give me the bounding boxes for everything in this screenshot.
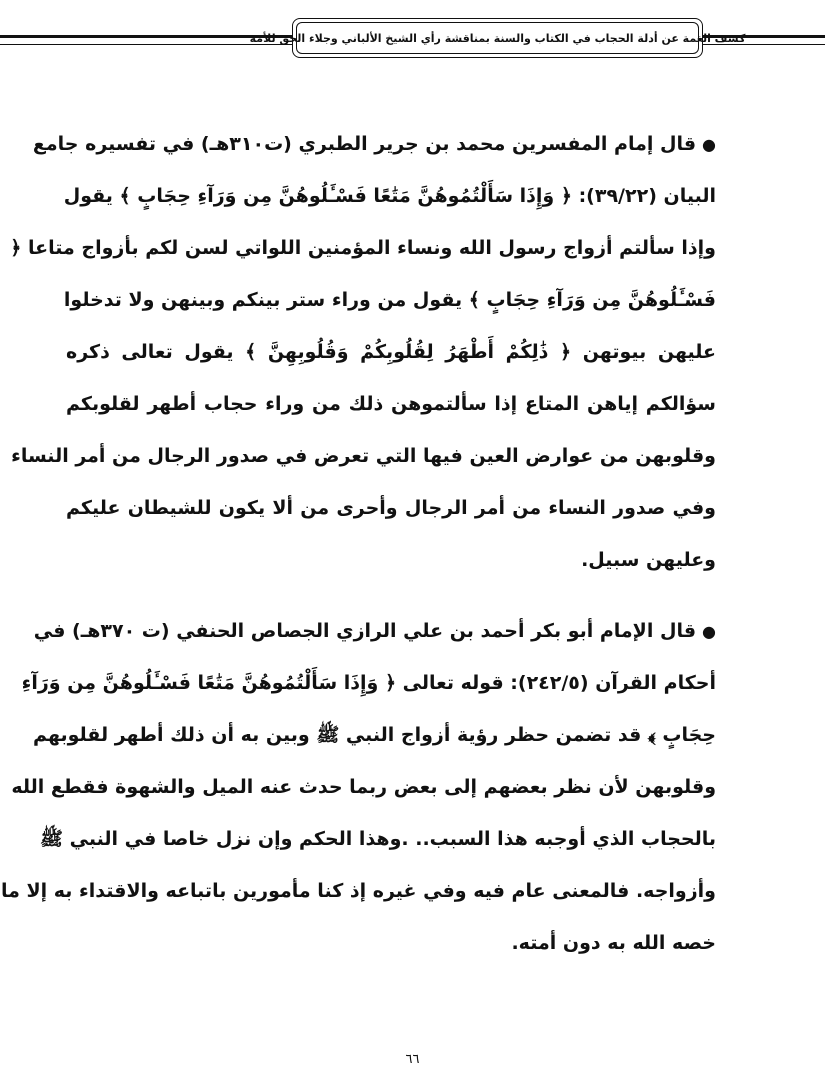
text-line: وفي صدور النساء من أمر الرجال وأحرى من ألا يكون للشيطان عليكم	[66, 497, 716, 519]
text-line: عليهن بيوتهن ﴿ ذَٰلِكُمْ أَطْهَرُ لِقُلُوبِكُمْ وَقُلُوبِهِنَّ ﴾ يقول تعالى ذكره	[66, 341, 716, 363]
text-line: وأزواجه. فالمعنى عام فيه وفي غيره إذ كنا مأمورين باتباعه والاقتداء به إلا ما	[1, 880, 716, 902]
text-line: أحكام القرآن (٢٤٢/٥): قوله تعالى ﴿ وَإِذَا سَأَلْتُمُوهُنَّ مَتَٰعًا فَسْـَٔلُوهُنَّ مِن وَرَآءِ	[21, 672, 716, 694]
text-line: ●قال إمام المفسرين محمد بن جرير الطبري (ت٣١٠هـ) في تفسيره جامع	[32, 133, 716, 155]
running-header	[0, 18, 825, 60]
text-line: وإذا سألتم أزواج رسول الله ونساء المؤمنين اللواتي لسن لكم بأزواج متاعا ﴿	[10, 237, 716, 259]
text-line: حِجَابٍ ﴾ قد تضمن حظر رؤية أزواج النبي ﷺ وبين به أن ذلك أطهر لقلوبهم	[33, 724, 716, 746]
paragraph-tabari	[10, 118, 716, 586]
text-line: خصه الله به دون أمته.	[511, 932, 716, 954]
header-title: كشف الغمة عن أدلة الحجاب في الكتاب والسنة بمناقشة رأي الشيخ الألباني وجلاء الحق للأمة	[249, 31, 746, 45]
paragraph-jassas	[1, 605, 716, 969]
text-line: فَسْـَٔلُوهُنَّ مِن وَرَآءِ حِجَابٍ ﴾ يقول من وراء ستر بينكم وبينهن ولا تدخلوا	[63, 289, 716, 311]
page-number: ٦٦	[405, 1052, 420, 1067]
text-line: وقلوبهن لأن نظر بعضهم إلى بعض ربما حدث عنه الميل والشهوة فقطع الله	[11, 776, 716, 798]
bullet-icon: ●	[702, 135, 716, 154]
text-line: سؤالكم إياهن المتاع إذا سألتموهن ذلك من وراء حجاب أطهر لقلوبكم	[66, 393, 716, 415]
text-line: ●قال الإمام أبو بكر أحمد بن علي الرازي الجصاص الحنفي (ت ٣٧٠هـ) في	[33, 620, 716, 642]
bullet-icon: ●	[702, 622, 716, 641]
text-line: وعليهن سبيل.	[581, 549, 716, 571]
text-line: وقلوبهن من عوارض العين فيها التي تعرض في صدور الرجال من أمر النساء	[11, 445, 716, 467]
header-rule-right	[703, 35, 825, 45]
text-line: البيان (٣٩/٢٢): ﴿ وَإِذَا سَأَلْتُمُوهُنَّ مَتَٰعًا فَسْـَٔلُوهُنَّ مِن وَرَآءِ حِجَابٍ ﴾ يقول	[63, 185, 716, 207]
header-title-box	[249, 18, 746, 58]
text-line: بالحجاب الذي أوجبه هذا السبب.. .وهذا الحكم وإن نزل خاصا في النبي ﷺ	[40, 828, 716, 850]
header-rule-left	[0, 35, 292, 45]
